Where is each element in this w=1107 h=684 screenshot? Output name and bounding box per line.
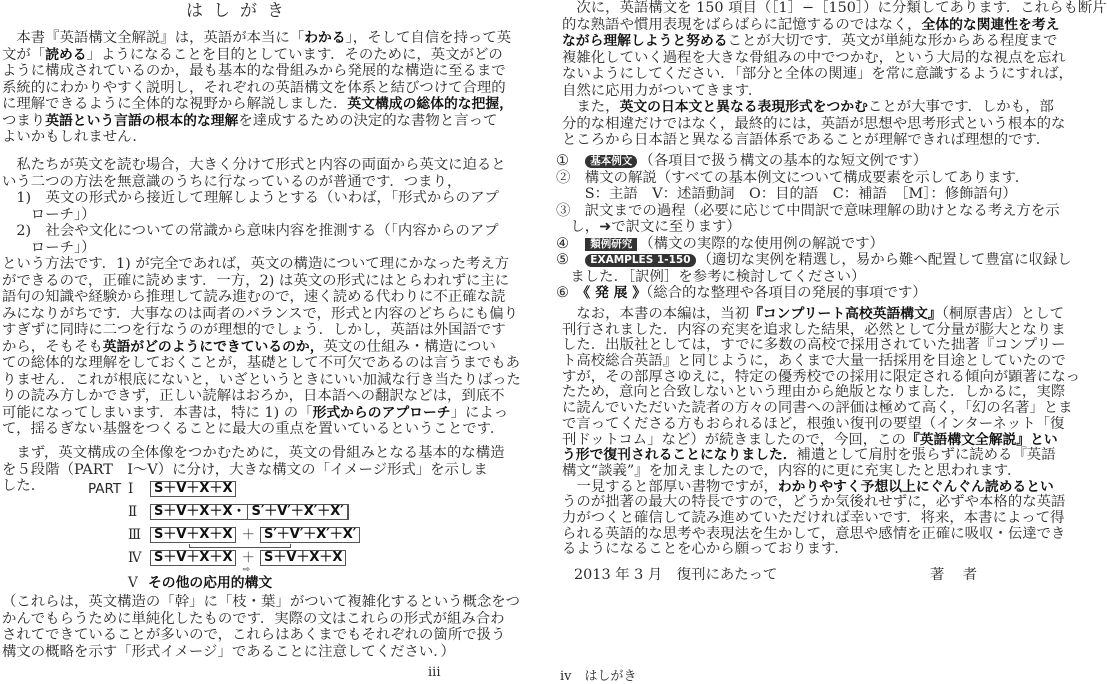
text-segment: たため，意向と合致しないという理由から絶版となりました．しかるに，実際 bbox=[562, 384, 1066, 401]
text-segment: ことが大切です．英文が単純な形からある程度まで bbox=[727, 33, 1058, 49]
text-segment: で言ってくださる方もおられるほど，根強い復刊の要望（インターネット「復 bbox=[562, 415, 1065, 432]
text-line bbox=[2, 174, 521, 191]
bold-emphasis: 『コンプリート高校英語構文』 bbox=[749, 306, 942, 322]
bold-emphasis: 英文の日本文と異なる表現形式をつかむ bbox=[619, 99, 868, 115]
text-segment: 私たちが英文を読む場合，大きく分けて形式と内容の両面から英文に迫ると bbox=[2, 157, 506, 173]
text-segment: 1) 英文の形式から接近して理解しようとする（いわば，「形式からのアプ bbox=[2, 190, 499, 206]
text-line bbox=[562, 385, 1080, 401]
text-segment: られる英語的な思考や表現法を生かして，意思や感情を正確に吸収・伝達でき bbox=[562, 525, 1066, 542]
text-line bbox=[2, 644, 520, 661]
text-line bbox=[2, 478, 505, 495]
text-line bbox=[2, 80, 513, 97]
classification-paragraph bbox=[562, 0, 1107, 149]
text-line bbox=[2, 63, 513, 80]
text-segment: ⑤ bbox=[556, 252, 584, 268]
text-line bbox=[562, 480, 1080, 496]
text-line bbox=[2, 611, 520, 628]
text-segment: みになりがちです．大事なのは両者のバランスで，形式と内容のどちらにも偏り bbox=[2, 305, 519, 322]
text-segment: （各項目で扱う構文の基本的な短文例です） bbox=[639, 153, 928, 169]
formula-box: S＋V＋X＋X bbox=[260, 550, 346, 566]
bold-emphasis: 読める bbox=[45, 46, 87, 63]
text-segment: ③ 訳文までの過程（必要に応じて中間訳で意味理解の助けとなる考え方を示 bbox=[556, 202, 1060, 219]
text-line bbox=[2, 627, 520, 644]
text-line bbox=[2, 339, 521, 356]
text-line bbox=[562, 433, 1080, 449]
text-segment: （総合的な整理や各項目の発展的事項です） bbox=[646, 285, 927, 301]
diagram-row-3 bbox=[150, 527, 360, 543]
formula-main: S＋V＋X＋X・ bbox=[154, 504, 246, 519]
text-line bbox=[556, 285, 1072, 302]
text-line bbox=[2, 273, 521, 290]
text-line bbox=[2, 405, 521, 422]
formula-box: S＋V＋X＋X bbox=[150, 550, 236, 566]
numeral-4: Ⅳ bbox=[128, 550, 142, 566]
text-line bbox=[2, 421, 521, 438]
text-segment: 一見すると部厚い書物ですが， bbox=[562, 478, 778, 495]
text-line bbox=[562, 50, 1107, 67]
text-segment: ト高校総合英語』と同じように，あくまで大量一括採用を目途としていたので bbox=[562, 353, 1066, 370]
text-segment: 文が「 bbox=[2, 46, 46, 63]
part-label: PART bbox=[88, 481, 122, 497]
text-line bbox=[556, 153, 1072, 170]
text-line bbox=[2, 190, 521, 207]
text-line bbox=[562, 307, 1080, 323]
bold-emphasis: 『英語構文全解説』とい bbox=[905, 431, 1058, 448]
text-line bbox=[562, 17, 1107, 34]
text-segment: した． bbox=[2, 478, 46, 494]
text-segment: かんでもらうために単純化したものです．実際の文はこれらの形式が組み合わ bbox=[2, 610, 505, 627]
text-line bbox=[562, 354, 1080, 370]
history-paragraph bbox=[562, 307, 1080, 558]
text-segment: いう二つの方法を無意識のうちに行なっているのが普通です．つまり， bbox=[2, 173, 462, 190]
plus-sign bbox=[241, 549, 255, 575]
text-line bbox=[2, 594, 520, 611]
feature-list bbox=[556, 153, 1072, 302]
text-segment: まず，英文構成の全体像をつかむために，英文の骨組みとなる基本的な構造 bbox=[2, 445, 505, 461]
bold-emphasis: う形で復刊されることになりました． bbox=[562, 447, 797, 464]
text-line bbox=[562, 132, 1107, 149]
text-segment: 語句の知識や経験から推理して読み進むので，速く読める代わりに不正確な読 bbox=[2, 289, 506, 305]
text-segment: （桐原書店）として bbox=[941, 306, 1065, 322]
text-segment: 自然に応用力がついてきます． bbox=[562, 82, 763, 99]
text-segment: （構文の実際的な使用例の解説です） bbox=[639, 235, 884, 252]
text-segment: 」，そして自信を持って英 bbox=[345, 30, 512, 46]
text-segment: 刊行されました．内容の充実を追求した結果，必然として分量が膨大となりま bbox=[562, 321, 1066, 338]
formula-box bbox=[150, 504, 349, 520]
text-line bbox=[2, 372, 521, 389]
text-segment: 系統的にわかりやすく説明し，それぞれの英語構文を体系と結びつけて合理的 bbox=[2, 79, 506, 96]
text-segment: 的な熟語や慣用表現をばらばらに記憶するのではなく， bbox=[562, 16, 922, 33]
text-segment: るようになることを心から願っております． bbox=[562, 541, 849, 558]
page-title: はしがき bbox=[186, 1, 294, 21]
text-line bbox=[556, 252, 1072, 269]
text-line bbox=[2, 113, 513, 130]
label-badge: 基本例文 bbox=[585, 155, 637, 168]
bold-emphasis: わかりやすく予想以上にぐんぐん読めるとい bbox=[777, 478, 1054, 495]
approach-paragraph bbox=[2, 157, 521, 438]
text-line bbox=[2, 256, 521, 273]
text-line bbox=[556, 170, 1072, 187]
author-signature: 著 者 bbox=[930, 567, 980, 583]
connector-bracket bbox=[189, 544, 291, 548]
right-page bbox=[548, 0, 1107, 684]
other-constructions-label: その他の応用的構文 bbox=[148, 575, 273, 591]
text-segment: 」によっ bbox=[450, 404, 509, 421]
text-segment: ローチ」） bbox=[2, 206, 96, 223]
text-segment: りません．これが根底にないと，いざというときにいい加減な行き当たりばった bbox=[2, 371, 521, 388]
text-segment: すが，その部厚さゆえに，特定の優秀校での採用に限定される傾向が顕著になっ bbox=[562, 368, 1081, 385]
text-line bbox=[2, 223, 521, 240]
numeral-1: Ⅰ bbox=[128, 481, 134, 497]
text-segment: つまり bbox=[2, 112, 46, 129]
text-segment: ての総体的な理解をしておくことが，基礎として不可欠であるのは言うまでもあ bbox=[2, 355, 521, 371]
text-segment: ないようにしてください．「部分と全体の関連」を常に意識するようにすれば， bbox=[562, 66, 1073, 82]
text-segment: 構文の概略を示す「形式イメージ」であることに注意してください．） bbox=[2, 643, 455, 660]
text-segment: 力がつくと確信して読み進めていただければ幸いです．将来，本書によって得 bbox=[562, 509, 1065, 526]
text-segment: 可能になってしまいます．本書は，特に 1) の「 bbox=[2, 404, 313, 421]
text-line bbox=[2, 462, 505, 479]
text-segment: し，➜で訳文に至ります） bbox=[556, 219, 741, 235]
text-line bbox=[562, 33, 1107, 50]
text-line bbox=[562, 495, 1080, 511]
date-line: 2013 年 3 月 復刊にあたって bbox=[574, 567, 778, 583]
diagram-row-4 bbox=[150, 549, 346, 575]
arrow-icon: ⇨ bbox=[242, 564, 251, 575]
text-line bbox=[562, 99, 1107, 116]
numeral-3: Ⅲ bbox=[128, 527, 142, 543]
structure-paragraph bbox=[2, 445, 505, 495]
text-segment: よいかもしれません． bbox=[2, 129, 147, 145]
text-segment: を５段階（PART Ⅰ～Ⅴ）に分け，大きな構文の「イメージ形式」を示しま bbox=[2, 461, 488, 478]
bold-emphasis: ながら理解しようと努める bbox=[562, 33, 728, 49]
text-segment: すぎずに同時に二つを行なうのが理想的でしょう．しかし，英語は外国語です bbox=[2, 322, 506, 338]
page-footer: iv はしがき bbox=[560, 669, 637, 684]
text-segment: 補遺として肩肘を張らずに読める『英語 bbox=[796, 447, 1056, 464]
text-segment: 分的な相違だけではなく，最終的には，英語が思想や思考形式という根本的な bbox=[562, 115, 1066, 132]
text-segment: ⑥ bbox=[556, 285, 584, 301]
bold-emphasis: 全体的な関連性を考え bbox=[921, 16, 1060, 33]
text-line bbox=[2, 47, 513, 64]
text-segment: を達成するための決定的な書物と言って bbox=[238, 112, 498, 129]
diagram-row-1 bbox=[150, 481, 236, 497]
bold-emphasis: 英語という言語の根本的な理解 bbox=[45, 112, 239, 129]
text-segment: なお，本書の本編は，当初 bbox=[562, 306, 750, 322]
text-segment: に理解できるように全体的な視野から解説しました． bbox=[2, 96, 348, 112]
text-segment: されてできていることが多いので，これらはあくまでもそれぞれの箇所で扱う bbox=[2, 627, 506, 643]
text-line bbox=[2, 306, 521, 323]
text-line bbox=[2, 289, 521, 306]
label-badge: EXAMPLES 1-150 bbox=[585, 254, 695, 267]
text-line bbox=[2, 388, 521, 405]
text-segment: 」ようになることを目的としています．そのために，英文がどの bbox=[86, 46, 503, 63]
text-line bbox=[562, 338, 1080, 354]
plus-text: ＋ bbox=[241, 549, 255, 566]
text-segment: した．出版社としては，すでに多数の高校で採用されていた拙著『コンプリー bbox=[562, 337, 1066, 354]
left-page bbox=[0, 0, 521, 683]
text-segment: S：主語 V：述語動詞 O：目的語 C：補語 ［M］：修飾語句） bbox=[556, 186, 1017, 202]
bold-emphasis: 形式からのアプローチ bbox=[312, 404, 451, 421]
text-segment: ローチ」） bbox=[2, 239, 96, 256]
formula-box: S＋V＋X＋X bbox=[150, 481, 236, 497]
text-line bbox=[2, 157, 521, 174]
text-segment: ④ bbox=[556, 235, 584, 252]
text-segment: ② 構文の解説（すべての基本例文について構成要素を示してあります． bbox=[556, 169, 1030, 186]
text-segment: ところから日本語と異なる言語体系であることが理解できれば理想的です． bbox=[562, 132, 1051, 148]
text-segment: （これらは，英文構造の「幹」に「枝・葉」がついて複雑化するという概念をつ bbox=[2, 594, 521, 610]
text-line bbox=[562, 527, 1080, 543]
text-segment: ように構成されているのか，最も基本的な骨組みから発展的な構造に至るまで bbox=[2, 63, 506, 79]
text-segment: ことが大事です．しかも，部 bbox=[867, 99, 1054, 115]
text-line bbox=[562, 464, 1080, 480]
note-paragraph bbox=[2, 594, 520, 660]
text-segment: 英文の仕組み・構造につい bbox=[323, 338, 496, 355]
text-line bbox=[562, 66, 1107, 83]
text-segment: に読んでいただいた読者の方々の同書への評価は極めて高く，「幻の名著」とま bbox=[562, 400, 1073, 417]
text-line bbox=[562, 83, 1107, 100]
text-line bbox=[2, 322, 521, 339]
text-segment: 本書『英語構文全解説』は，英語が本当に「 bbox=[2, 30, 305, 46]
text-segment: （適切な実例を精選し，易から難へ配置して豊富に収録し bbox=[697, 252, 1072, 268]
bold-emphasis: 《 発 展 》 bbox=[583, 285, 646, 301]
text-segment: 複雑化していく過程を大きな骨組みの中でつかむ，という大局的な視点を忘れ bbox=[562, 49, 1066, 66]
text-line bbox=[562, 511, 1080, 527]
text-segment: ① bbox=[556, 153, 584, 169]
text-line bbox=[562, 116, 1107, 133]
page-number: iii bbox=[428, 665, 441, 680]
text-segment: うのが拙著の最大の特長ですので，どうか気後れせずに，必ずや本格的な英語 bbox=[562, 494, 1066, 511]
formula-box: S＋V＋X＋X bbox=[150, 527, 236, 543]
intro-paragraph bbox=[2, 30, 513, 146]
text-line bbox=[2, 129, 513, 146]
text-segment: また， bbox=[562, 99, 620, 115]
text-line bbox=[562, 0, 1107, 17]
text-segment: ました．［訳例］を参考に検討してください） bbox=[556, 268, 866, 285]
text-line bbox=[2, 445, 505, 462]
bold-emphasis: 英文構成の総体的な把握， bbox=[347, 96, 513, 112]
plus-sign: ＋ bbox=[241, 526, 255, 543]
text-line bbox=[2, 355, 521, 372]
text-line bbox=[556, 269, 1072, 286]
text-segment: ができるので，正確に読めます．一方，2) は英文の形式にはとらわれずに主に bbox=[2, 272, 510, 289]
text-segment: という方法です．1) が完全であれば，英文の構造について理にかなった考え方 bbox=[2, 256, 510, 272]
text-line bbox=[2, 240, 521, 257]
text-segment: から，そもそも bbox=[2, 338, 103, 355]
formula-box: S′＋V′＋X′＋X′ bbox=[260, 527, 360, 543]
label-badge: 類例研究 bbox=[585, 238, 637, 251]
text-segment: て，揺るぎない基盤をつくることに最大の重点を置いているということです． bbox=[2, 421, 505, 437]
text-line bbox=[556, 236, 1072, 253]
text-line bbox=[556, 219, 1072, 236]
text-segment: りの読み方しかできず，正しい読解はおろか，日本語への翻訳などは，到底不 bbox=[2, 388, 505, 404]
diagram-row-2 bbox=[150, 504, 349, 520]
text-line bbox=[556, 186, 1072, 203]
bold-emphasis: わかる bbox=[304, 30, 346, 46]
text-segment: 2) 社会や文化についての常識から意味内容を推測する（「内容からのアプ bbox=[2, 223, 499, 239]
text-segment: 構文“談義”』を加えましたので，内容的に更に充実したと思われます． bbox=[562, 462, 1022, 479]
text-line bbox=[562, 448, 1080, 464]
numeral-5: Ⅴ bbox=[128, 575, 138, 591]
text-line bbox=[2, 30, 513, 47]
text-segment: 刊ドットコム」など）が続きましたので，今回，この bbox=[562, 431, 906, 448]
text-line bbox=[562, 417, 1080, 433]
numeral-2: Ⅱ bbox=[128, 504, 138, 520]
text-line bbox=[2, 207, 521, 224]
formula-inner-box: S′＋V′＋X′＋X′ bbox=[247, 504, 347, 520]
text-line bbox=[562, 401, 1080, 417]
text-line bbox=[562, 542, 1080, 558]
text-line bbox=[556, 203, 1072, 220]
text-segment: 次に，英語構文を 150 項目（［1］−［150］）に分類してあります．これらも断片 bbox=[562, 0, 1107, 16]
bold-emphasis: 英語がどのようにできているのか， bbox=[102, 338, 324, 355]
text-line bbox=[2, 96, 513, 113]
